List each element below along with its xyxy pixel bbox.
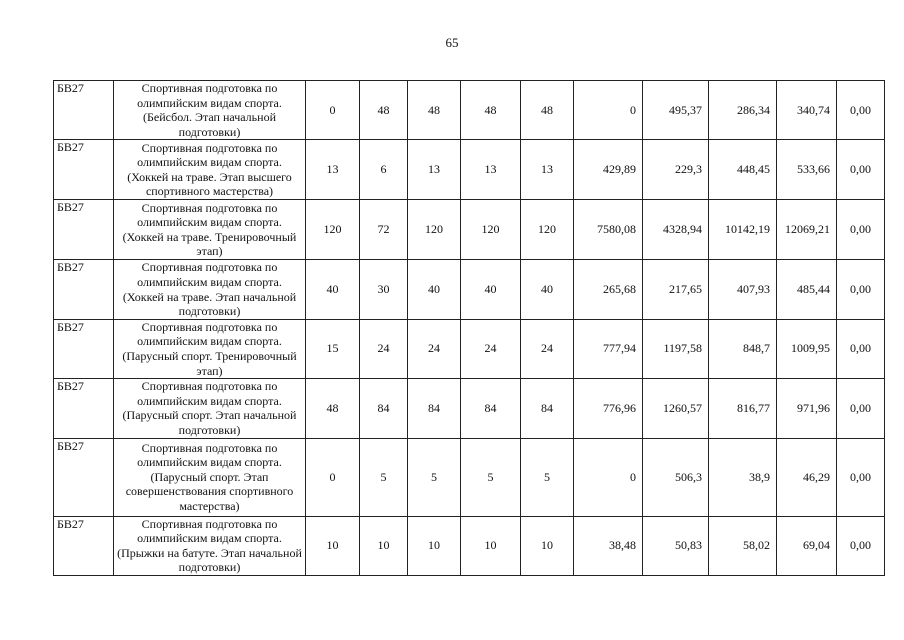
value-cell-7: 217,65	[643, 260, 709, 319]
value-cell-6: 776,96	[574, 379, 643, 438]
value-cell-3: 40	[408, 260, 461, 319]
value-cell-6: 7580,08	[574, 200, 643, 260]
value-cell-4: 120	[461, 200, 521, 260]
value-cell-9: 69,04	[777, 516, 837, 575]
row-description-cell: Спортивная подготовка по олимпийским видам спорта. (Бейсбол. Этап начальной подготовки)	[114, 81, 306, 140]
value-cell-9: 485,44	[777, 260, 837, 319]
value-cell-6: 777,94	[574, 319, 643, 378]
row-code-cell: БВ27	[54, 319, 114, 378]
row-code-cell: БВ27	[54, 260, 114, 319]
value-cell-5: 10	[521, 516, 574, 575]
value-cell-10: 0,00	[837, 200, 885, 260]
value-cell-3: 5	[408, 438, 461, 516]
value-cell-1: 0	[306, 81, 360, 140]
value-cell-6: 0	[574, 81, 643, 140]
value-cell-7: 495,37	[643, 81, 709, 140]
value-cell-2: 10	[360, 516, 408, 575]
value-cell-8: 38,9	[709, 438, 777, 516]
table-row	[54, 438, 885, 516]
row-description-cell: Спортивная подготовка по олимпийским видам спорта. (Хоккей на траве. Тренировочный этап)	[114, 200, 306, 260]
value-cell-10: 0,00	[837, 319, 885, 378]
value-cell-1: 120	[306, 200, 360, 260]
value-cell-8: 448,45	[709, 140, 777, 200]
value-cell-8: 407,93	[709, 260, 777, 319]
value-cell-4: 40	[461, 260, 521, 319]
table-row	[54, 260, 885, 319]
value-cell-2: 48	[360, 81, 408, 140]
value-cell-10: 0,00	[837, 379, 885, 438]
value-cell-2: 24	[360, 319, 408, 378]
value-cell-8: 286,34	[709, 81, 777, 140]
value-cell-1: 48	[306, 379, 360, 438]
table-row	[54, 319, 885, 378]
value-cell-10: 0,00	[837, 438, 885, 516]
value-cell-5: 84	[521, 379, 574, 438]
value-cell-8: 10142,19	[709, 200, 777, 260]
value-cell-10: 0,00	[837, 140, 885, 200]
row-code-cell: БВ27	[54, 200, 114, 260]
row-description-cell: Спортивная подготовка по олимпийским видам спорта. (Хоккей на траве. Этап начальной подготовки)	[114, 260, 306, 319]
value-cell-5: 5	[521, 438, 574, 516]
table-row	[54, 379, 885, 438]
value-cell-7: 1197,58	[643, 319, 709, 378]
value-cell-6: 0	[574, 438, 643, 516]
value-cell-3: 120	[408, 200, 461, 260]
value-cell-7: 506,3	[643, 438, 709, 516]
table-row	[54, 81, 885, 140]
row-description-cell: Спортивная подготовка по олимпийским видам спорта. (Парусный спорт. Тренировочный этап)	[114, 319, 306, 378]
value-cell-3: 10	[408, 516, 461, 575]
value-cell-9: 46,29	[777, 438, 837, 516]
value-cell-8: 816,77	[709, 379, 777, 438]
value-cell-2: 30	[360, 260, 408, 319]
value-cell-10: 0,00	[837, 260, 885, 319]
value-cell-8: 58,02	[709, 516, 777, 575]
value-cell-7: 1260,57	[643, 379, 709, 438]
value-cell-2: 6	[360, 140, 408, 200]
value-cell-5: 120	[521, 200, 574, 260]
value-cell-1: 10	[306, 516, 360, 575]
value-cell-1: 40	[306, 260, 360, 319]
value-cell-5: 24	[521, 319, 574, 378]
value-cell-9: 971,96	[777, 379, 837, 438]
value-cell-2: 84	[360, 379, 408, 438]
value-cell-5: 40	[521, 260, 574, 319]
row-code-cell: БВ27	[54, 438, 114, 516]
value-cell-3: 13	[408, 140, 461, 200]
value-cell-7: 4328,94	[643, 200, 709, 260]
value-cell-9: 533,66	[777, 140, 837, 200]
value-cell-7: 229,3	[643, 140, 709, 200]
value-cell-4: 13	[461, 140, 521, 200]
value-cell-9: 1009,95	[777, 319, 837, 378]
row-description-cell: Спортивная подготовка по олимпийским видам спорта. (Прыжки на батуте. Этап начальной подготовки)	[114, 516, 306, 575]
value-cell-4: 5	[461, 438, 521, 516]
row-code-cell: БВ27	[54, 516, 114, 575]
table-row	[54, 140, 885, 200]
value-cell-3: 48	[408, 81, 461, 140]
value-cell-2: 5	[360, 438, 408, 516]
value-cell-10: 0,00	[837, 81, 885, 140]
value-cell-8: 848,7	[709, 319, 777, 378]
value-cell-9: 12069,21	[777, 200, 837, 260]
row-code-cell: БВ27	[54, 379, 114, 438]
value-cell-6: 429,89	[574, 140, 643, 200]
value-cell-5: 48	[521, 81, 574, 140]
table-row	[54, 200, 885, 260]
table-body	[54, 81, 885, 576]
row-code-cell: БВ27	[54, 140, 114, 200]
value-cell-4: 48	[461, 81, 521, 140]
value-cell-10: 0,00	[837, 516, 885, 575]
value-cell-3: 84	[408, 379, 461, 438]
value-cell-1: 13	[306, 140, 360, 200]
value-cell-6: 38,48	[574, 516, 643, 575]
sports-training-table	[53, 80, 885, 576]
value-cell-1: 0	[306, 438, 360, 516]
row-description-cell: Спортивная подготовка по олимпийским видам спорта. (Хоккей на траве. Этап высшего спортивного мастерства)	[114, 140, 306, 200]
row-description-cell: Спортивная подготовка по олимпийским видам спорта. (Парусный спорт. Этап совершенствования спортивного мастерства)	[114, 438, 306, 516]
value-cell-1: 15	[306, 319, 360, 378]
value-cell-7: 50,83	[643, 516, 709, 575]
row-description-cell: Спортивная подготовка по олимпийским видам спорта. (Парусный спорт. Этап начальной подготовки)	[114, 379, 306, 438]
value-cell-2: 72	[360, 200, 408, 260]
row-code-cell: БВ27	[54, 81, 114, 140]
value-cell-4: 10	[461, 516, 521, 575]
value-cell-9: 340,74	[777, 81, 837, 140]
value-cell-5: 13	[521, 140, 574, 200]
value-cell-6: 265,68	[574, 260, 643, 319]
table-row	[54, 516, 885, 575]
page-number: 65	[445, 35, 459, 50]
value-cell-4: 24	[461, 319, 521, 378]
value-cell-4: 84	[461, 379, 521, 438]
value-cell-3: 24	[408, 319, 461, 378]
